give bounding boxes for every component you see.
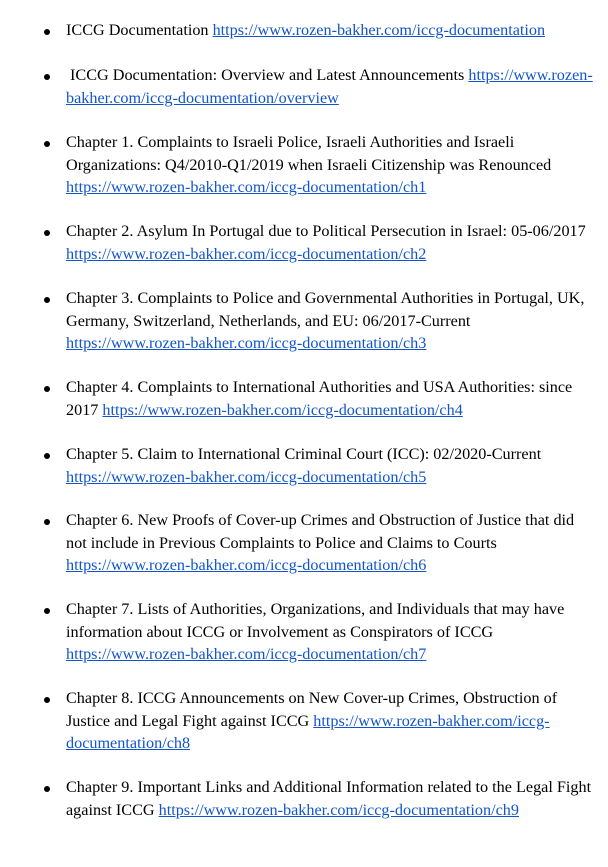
list-item-text-line: Chapter 7. Lists of Authorities, Organizations, and Individuals that may [66, 600, 530, 618]
bullet-icon [44, 386, 50, 392]
bullet-icon [44, 74, 50, 80]
list-item-text-line: Chapter 3. Complaints to Police and Governmental Authorities in [66, 289, 490, 307]
list-item-text-line: Chapter 6. New Proofs of Cover-up Crimes and Obstruction of Justice [66, 511, 522, 529]
list-item-content [66, 687, 596, 755]
documentation-link[interactable]: https://www.rozen-bakher.com/iccg-documentation [212, 21, 546, 39]
list-item-text: ICCG Documentation [66, 21, 209, 39]
list-item-text-line: Chapter 8. ICCG Announcements on New Cover-up Crimes, Obstruction [66, 689, 540, 707]
bullet-icon [44, 697, 50, 703]
list-item-text-line: Chapter 9. Important Links and Additional Information related to the [66, 778, 512, 796]
chapter-3-link[interactable]: https://www.rozen-bakher.com/iccg-documentation/ch3 [66, 334, 427, 352]
overview-link[interactable]: https://www.rozen-bakher.com/iccg-documentation/overview [66, 66, 593, 107]
bullet-icon [44, 230, 50, 236]
list-item-text-line: 05-06/2017 [511, 222, 586, 240]
chapter-1-link[interactable]: https://www.rozen-bakher.com/iccg-documentation/ch1 [66, 178, 427, 196]
bullet-icon [44, 786, 50, 792]
chapter-8-link[interactable]: https://www.rozen-bakher.com/iccg-documentation/ch8 [66, 711, 550, 752]
list-item-text-line: have information about ICCG or Involvement as Conspirators of ICCG [66, 600, 565, 641]
list-item-text-line: 06/2017-Current [362, 311, 471, 330]
list-item-text-line: that did not include in Previous Complaints to Police and Claims to [66, 511, 575, 552]
list-item-content [66, 64, 596, 109]
list-item-content [66, 598, 596, 666]
chapter-6-link[interactable]: https://www.rozen-bakher.com/iccg-documentation/ch6 [66, 556, 427, 574]
chapter-7-link[interactable]: https://www.rozen-bakher.com/iccg-documentation/ch7 [66, 645, 427, 663]
list-item-text: Chapter 5. Claim to International Criminal Court (ICC): 02/2020-Current [66, 445, 542, 463]
list-item-content [66, 220, 596, 265]
bullet-icon [44, 141, 50, 147]
list-item-content [66, 776, 596, 821]
list-item-text-line: Chapter 2. Asylum In Portugal due to Political Persecution in Israel: [66, 222, 508, 240]
chapter-9-link[interactable]: https://www.rozen-bakher.com/iccg-documentation/ch9 [158, 800, 519, 819]
list-item-text-line: Chapter 4. Complaints to International Authorities and USA Authorities: [66, 378, 535, 396]
chapter-2-link[interactable]: https://www.rozen-bakher.com/iccg-documentation/ch2 [66, 244, 427, 263]
chapter-5-link[interactable]: https://www.rozen-bakher.com/iccg-documentation/ch5 [66, 467, 427, 486]
list-item-text: ICCG Documentation: Overview and Latest Announcements [66, 66, 465, 84]
bullet-icon [44, 297, 50, 303]
list-item-text-line: Renounced [478, 155, 552, 174]
chapter-4-link[interactable]: https://www.rozen-bakher.com/iccg-documentation/ch4 [102, 400, 463, 419]
list-item-content [66, 443, 596, 488]
list-item-text-line: Portugal, UK, Germany, Switzerland, Netherlands, and EU: [66, 289, 585, 330]
list-item-text-line: Courts [453, 533, 497, 552]
list-item-text-line: Chapter 1. Complaints to Israeli Police, Israeli Authorities and Israeli [66, 133, 515, 151]
list-item-content [66, 376, 596, 421]
bullet-icon [44, 453, 50, 459]
list-item-content [66, 509, 596, 577]
bullet-icon [44, 29, 50, 35]
list-item-text-line: Legal Fight against ICCG [66, 778, 592, 819]
list-item-content [66, 19, 596, 42]
list-item-text-line: of Justice and Legal Fight against ICCG [66, 689, 558, 730]
list-item-content [66, 287, 596, 355]
list-item-content [66, 131, 596, 199]
list-item-text-line: Organizations: Q4/2010-Q1/2019 when Israeli Citizenship was [66, 155, 475, 174]
bullet-icon [44, 608, 50, 614]
bullet-icon [44, 519, 50, 525]
list-item-text-line: since 2017 [66, 378, 573, 419]
